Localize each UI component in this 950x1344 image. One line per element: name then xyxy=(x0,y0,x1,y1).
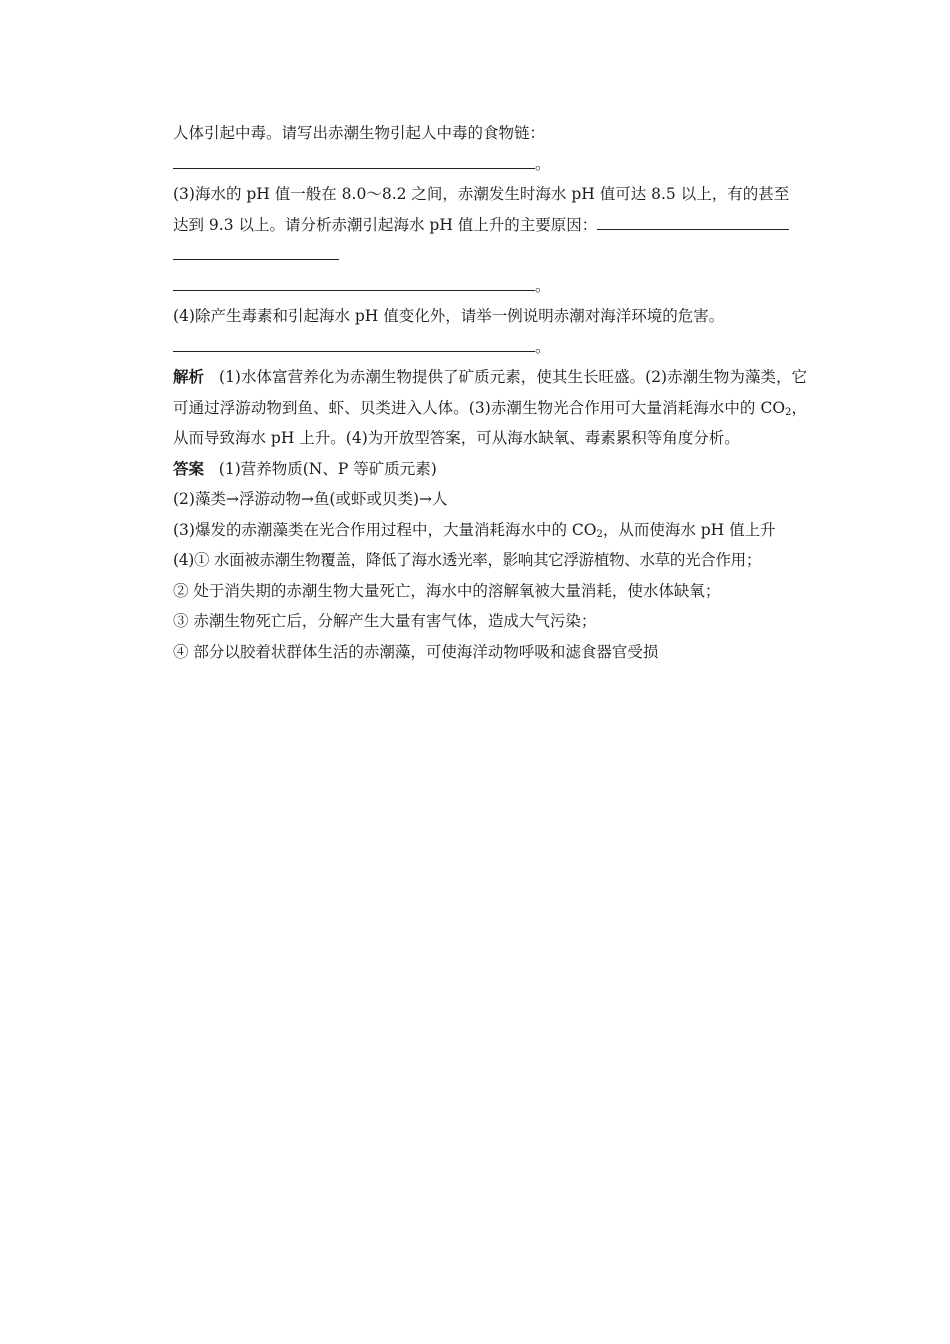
answer-4-item-1: (4)① 水面被赤潮生物覆盖，降低了海水透光率，影响其它浮游植物、水草的光合作用； xyxy=(173,551,762,569)
answer-2: (2)藻类→浮游动物→鱼(或虾或贝类)→人 xyxy=(173,490,448,508)
q4-end-mark: 。 xyxy=(535,337,551,356)
answer-3-text: (3)爆发的赤潮藻类在光合作用过程中，大量消耗海水中的 CO xyxy=(173,520,597,539)
q3-line1: (3)海水的 pH 值一般在 8.0～8.2 之间，赤潮发生时海水 pH 值可达 8.5 以上，有的甚至 xyxy=(173,185,790,203)
answer-3 xyxy=(173,515,807,546)
answer-1: (1)营养物质(N、P 等矿质元素) xyxy=(218,459,437,478)
q2-line1: 人体引起中毒。请写出赤潮生物引起人中毒的食物链： xyxy=(173,124,546,142)
analysis-paragraph xyxy=(173,362,807,454)
q3-blank-line-short xyxy=(173,240,807,271)
answer-blank[interactable] xyxy=(173,333,535,352)
q3-blank-line-long xyxy=(173,271,807,302)
q2-end-mark: 。 xyxy=(535,154,551,173)
answer-4-item-3: ③ 赤潮生物死亡后，分解产生大量有害气体，造成大气污染； xyxy=(173,612,597,630)
answer-blank[interactable] xyxy=(173,150,535,169)
q3-line2-text: 达到 9.3 以上。请分析赤潮引起海水 pH 值上升的主要原因： xyxy=(173,215,598,234)
answer-blank[interactable] xyxy=(597,211,789,230)
answer-line-1 xyxy=(173,454,807,485)
answer-label: 答案 xyxy=(173,459,205,478)
q3-end-mark: 。 xyxy=(535,276,551,295)
answer-4-item-2: ② 处于消失期的赤潮生物大量死亡，海水中的溶解氧被大量消耗，使水体缺氧； xyxy=(173,581,721,600)
co2-subscript: 2 xyxy=(596,528,603,540)
analysis-label: 解析 xyxy=(173,368,205,386)
answer-blank[interactable] xyxy=(173,272,535,291)
co2-subscript: 2 xyxy=(785,406,792,418)
analysis-text-2: ，从而导致海水 pH 上升。(4)为开放型答案，可从海水缺氧、毒素累积等角度分析。 xyxy=(173,398,807,447)
answer-3-tail: ，从而使海水 pH 值上升 xyxy=(602,520,776,539)
q3-line2 xyxy=(173,210,807,241)
q4-answer-line xyxy=(173,332,807,363)
answer-4-item-4: ④ 部分以胶着状群体生活的赤潮藻，可使海洋动物呼吸和滤食器官受损 xyxy=(173,642,659,661)
document-page xyxy=(173,118,807,667)
answer-blank[interactable] xyxy=(173,241,339,260)
q2-answer-line xyxy=(173,149,807,180)
analysis-text-1: (1)水体富营养化为赤潮生物提供了矿质元素，使其生长旺盛。(2)赤潮生物为藻类，它可通过浮游动物到鱼、虾、贝类进入人体。(3)赤潮生物光合作用可大量消耗海水中的 CO xyxy=(173,368,807,417)
q4-line1: (4)除产生毒素和引起海水 pH 值变化外，请举一例说明赤潮对海洋环境的危害。 xyxy=(173,307,725,325)
